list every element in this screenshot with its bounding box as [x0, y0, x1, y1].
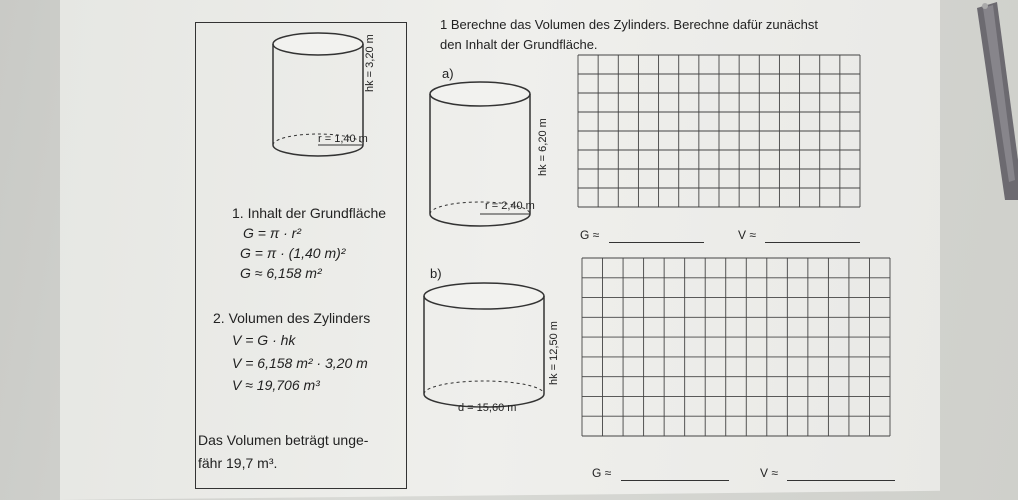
part-a-g-field[interactable]: [580, 228, 704, 243]
s1-line3: G ≈ 6,158 m²: [240, 265, 322, 281]
s1-line2: G = π · (1,40 m)²: [240, 245, 346, 261]
part-a-height-label: hk = 6,20 m: [537, 118, 549, 176]
part-b-v-label: V ≈: [760, 466, 778, 480]
s2-line2: V = 6,158 m² · 3,20 m: [232, 355, 368, 371]
part-a-v-blank[interactable]: [765, 228, 860, 243]
s2-line3: V ≈ 19,706 m³: [232, 377, 320, 393]
task-text: Berechne das Volumen des Zylinders. Berechne dafür zunächst: [450, 17, 818, 32]
part-b-height-label: hk = 12,50 m: [548, 321, 560, 385]
part-b-diameter-label: d = 15,60 m: [458, 402, 517, 414]
part-a-radius-label: r = 2,40 m: [485, 200, 535, 212]
task-number: 1: [440, 17, 448, 32]
example-height-label: hk = 3,20 m: [364, 34, 376, 92]
part-b-g-label: G ≈: [592, 466, 612, 480]
answer-line1: Das Volumen beträgt unge-: [198, 432, 369, 448]
part-b-g-blank[interactable]: [621, 466, 729, 481]
task-line-2: den Inhalt der Grundfläche.: [440, 37, 598, 52]
s2-line1: V = G · hk: [232, 332, 296, 348]
example-radius-label: r = 1,40 m: [318, 133, 368, 145]
part-a-g-label: G ≈: [580, 228, 600, 242]
section2-title: 2. Volumen des Zylinders: [213, 310, 371, 326]
part-b-grid[interactable]: [582, 258, 890, 436]
task-line-1: [440, 17, 818, 32]
part-b-cylinder: [422, 282, 552, 417]
answer-line2: fähr 19,7 m³.: [198, 455, 278, 471]
section1-title: 1. Inhalt der Grundfläche: [232, 205, 387, 221]
part-a-v-label: V ≈: [738, 228, 756, 242]
pen-image: [975, 0, 1018, 200]
part-a-v-field[interactable]: [738, 228, 860, 243]
part-a-g-blank[interactable]: [609, 228, 704, 243]
part-b-v-field[interactable]: [760, 466, 895, 481]
part-b-g-field[interactable]: [592, 466, 729, 481]
part-b-v-blank[interactable]: [787, 466, 895, 481]
part-b-label: b): [430, 266, 442, 281]
part-a-grid[interactable]: [578, 55, 860, 207]
s1-line1: G = π · r²: [243, 225, 301, 241]
part-a-label: a): [442, 66, 454, 81]
